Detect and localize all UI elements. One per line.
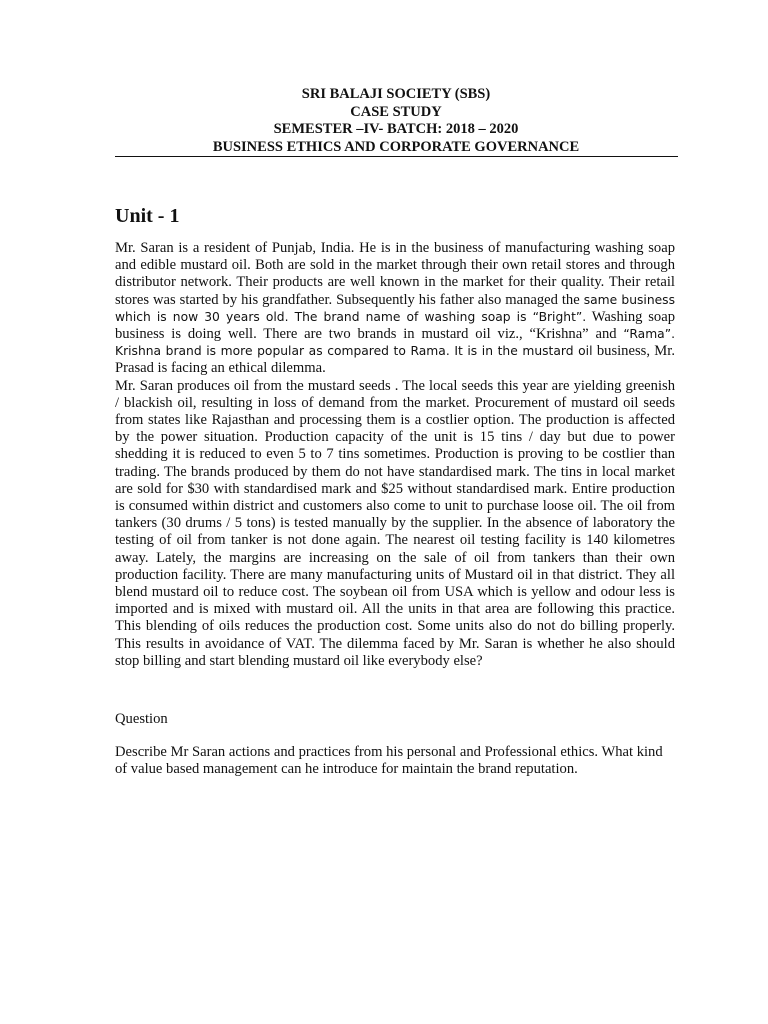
question-label: Question bbox=[115, 711, 168, 727]
semester-batch: SEMESTER –IV- BATCH: 2018 – 2020 bbox=[273, 121, 519, 137]
paragraph-main: Mr. Saran produces oil from the mustard seeds . The local seeds this year are yielding greenish / blackish oil, resulting in loss of demand from the market. Procurement of mustard oil seeds from states like Rajasthan and processing them is a costlier option. The production is affected by the power situation. Production capacity of the unit is 15 tins / day but due to power shedding it is reduced to even 5 to 7 tins sometimes. Production is proving to be costlier than trading. The brands produced by them do not have standardised mark. The tins in local market are sold for $30 with standardised mark and $25 without standardised mark. Entire production is consumed within district and customers also come to unit to purchase loose oil. The oil from tankers (30 drums / 5 tons) is tested manually by the supplier. In the absence of laboratory the testing of oil from tanker is not done again. The nearest oil testing facility is 140 kilometres away. Lately, the margins are increasing on the sale of oil from tankers than their own production facility. There are many manufacturing units of Mustard oil in that district. They all blend mustard oil to reduce cost. The soybean oil from USA which is yellow and odour less is imported and is mixed with mustard oil. All the units in that area are following this practice. This blending of oils reduces the production cost. Some units also do not do billing properly. This results in avoidance of VAT. The dilemma faced by Mr. Saran is whether he also should stop billing and start blending mustard oil like everybody else? bbox=[115, 377, 675, 669]
course-title: BUSINESS ETHICS AND CORPORATE GOVERNANCE bbox=[212, 138, 580, 155]
institution-name: SRI BALAJI SOCIETY (SBS) bbox=[301, 86, 491, 102]
document-header bbox=[115, 86, 677, 156]
case-body bbox=[115, 240, 675, 670]
intro-text-5: business, Mr. Prasad is facing an ethical dilemma. bbox=[115, 343, 675, 377]
intro-text-3: Washing soap business is doing well. There are two brands in mustard oil viz., “Krishna” and bbox=[115, 308, 675, 343]
document-type: CASE STUDY bbox=[350, 103, 442, 120]
intro-text-2: same business which is now 30 years old. The brand name of washing soap is “Bright”. bbox=[115, 292, 675, 324]
paragraph-intro bbox=[115, 240, 675, 378]
header-divider bbox=[115, 156, 678, 157]
question-text: Describe Mr Saran actions and practices from his personal and Professional ethics. What kind of value based management can he introduce for maintain the brand reputation. bbox=[115, 744, 663, 778]
intro-text-4: “Rama”. Krishna brand is more popular as compared to Rama. It is in the mustard oil bbox=[115, 327, 675, 359]
intro-text-1: Mr. Saran is a resident of Punjab, India. He is in the business of manufacturing washing soap and edible mustard oil. Both are sold in the market through their own retail stores and through distributor network. Their products are well known in the market for their quality. Their retail stores was started by his grandfather. Subsequently his father also managed the bbox=[115, 240, 675, 308]
unit-heading: Unit - 1 bbox=[115, 205, 180, 227]
